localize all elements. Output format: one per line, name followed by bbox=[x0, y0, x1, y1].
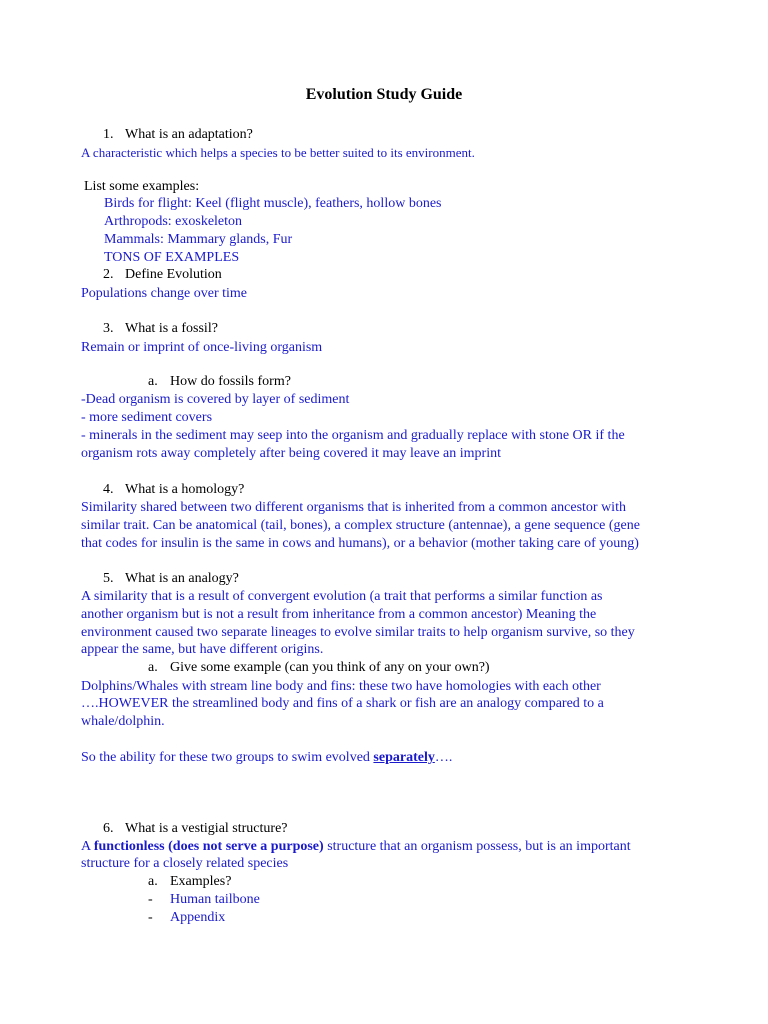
question-6 bbox=[103, 820, 288, 837]
answer-line: structure for a closely related species bbox=[81, 856, 289, 871]
answer-line: appear the same, but have different origins. bbox=[81, 642, 324, 657]
answer-line: Dolphins/Whales with stream line body and fins: these two have homologies with each other bbox=[81, 679, 601, 694]
question-2 bbox=[103, 266, 222, 283]
answer-line: A similarity that is a result of convergent evolution (a trait that performs a similar function as bbox=[81, 589, 603, 604]
page-title: Evolution Study Guide bbox=[305, 86, 463, 103]
example-item: Mammals: Mammary glands, Fur bbox=[104, 232, 293, 247]
question-5 bbox=[103, 570, 239, 587]
question-text: Define Evolution bbox=[125, 267, 222, 282]
sub-letter: a. bbox=[148, 374, 158, 389]
closing-ellipsis: …. bbox=[434, 750, 453, 765]
question-3 bbox=[103, 320, 218, 337]
answer-1: A characteristic which helps a species to be better suited to its environment. bbox=[81, 145, 475, 160]
example-item: Arthropods: exoskeleton bbox=[104, 214, 243, 229]
question-text: What is a fossil? bbox=[125, 321, 218, 336]
sub-question-3a bbox=[148, 373, 291, 390]
sub-question-5a bbox=[148, 659, 490, 676]
answer-suffix: structure that an organism possess, but is an important bbox=[323, 839, 631, 854]
question-text: What is a homology? bbox=[125, 482, 245, 497]
example-text: Human tailbone bbox=[170, 892, 260, 907]
question-1 bbox=[103, 126, 253, 143]
sub-letter: a. bbox=[148, 874, 158, 889]
answer-line: another organism but is not a result from inheritance from a common ancestor) Meaning the bbox=[81, 607, 597, 622]
sub-question-6a bbox=[148, 873, 231, 890]
sub-question-text: Examples? bbox=[170, 874, 232, 889]
answer-2: Populations change over time bbox=[81, 286, 248, 301]
answer-3: Remain or imprint of once-living organism bbox=[81, 340, 323, 355]
answer-line: - minerals in the sediment may seep into the organism and gradually replace with stone OR if the bbox=[81, 428, 625, 443]
question-number: 3. bbox=[103, 321, 114, 336]
question-4 bbox=[103, 481, 244, 498]
answer-line: organism rots away completely after being covered it may leave an imprint bbox=[81, 446, 501, 461]
question-number: 1. bbox=[103, 127, 114, 142]
answer-line: that codes for insulin is the same in cows and humans), or a behavior (mother taking care of young) bbox=[81, 536, 639, 551]
question-text: What is an analogy? bbox=[125, 571, 239, 586]
question-number: 4. bbox=[103, 482, 114, 497]
closing-statement bbox=[81, 749, 452, 766]
question-text: What is an adaptation? bbox=[125, 127, 253, 142]
answer-bold: functionless (does not serve a purpose) bbox=[93, 839, 324, 854]
question-number: 6. bbox=[103, 821, 114, 836]
examples-label: List some examples: bbox=[84, 179, 200, 194]
list-item bbox=[148, 891, 260, 908]
answer-line: environment caused two separate lineages to evolve similar traits to help organism survive, so they bbox=[81, 625, 635, 640]
list-item bbox=[148, 909, 225, 926]
answer-line: - more sediment covers bbox=[81, 410, 213, 425]
answer-line: whale/dolphin. bbox=[81, 714, 165, 729]
question-text: What is a vestigial structure? bbox=[125, 821, 288, 836]
sub-question-text: How do fossils form? bbox=[170, 374, 291, 389]
answer-6 bbox=[81, 838, 631, 855]
example-item: TONS OF EXAMPLES bbox=[104, 250, 240, 265]
answer-line: similar trait. Can be anatomical (tail, bones), a complex structure (antennae), a gene sequence (gene bbox=[81, 518, 640, 533]
sub-letter: a. bbox=[148, 660, 158, 675]
bullet-dash: - bbox=[148, 910, 153, 925]
answer-line: -Dead organism is covered by layer of sediment bbox=[81, 392, 350, 407]
example-text: Appendix bbox=[170, 910, 226, 925]
sub-question-text: Give some example (can you think of any on your own?) bbox=[170, 660, 490, 675]
answer-line: ….HOWEVER the streamlined body and fins of a shark or fish are an analogy compared to a bbox=[81, 696, 604, 711]
question-number: 5. bbox=[103, 571, 114, 586]
example-item: Birds for flight: Keel (flight muscle), feathers, hollow bones bbox=[104, 196, 442, 211]
bullet-dash: - bbox=[148, 892, 153, 907]
question-number: 2. bbox=[103, 267, 114, 282]
answer-line: Similarity shared between two different organisms that is inherited from a common ancestor with bbox=[81, 500, 626, 515]
emphasis-separately: separately bbox=[373, 750, 435, 765]
closing-text: So the ability for these two groups to swim evolved bbox=[81, 750, 374, 765]
answer-prefix: A bbox=[81, 839, 94, 854]
